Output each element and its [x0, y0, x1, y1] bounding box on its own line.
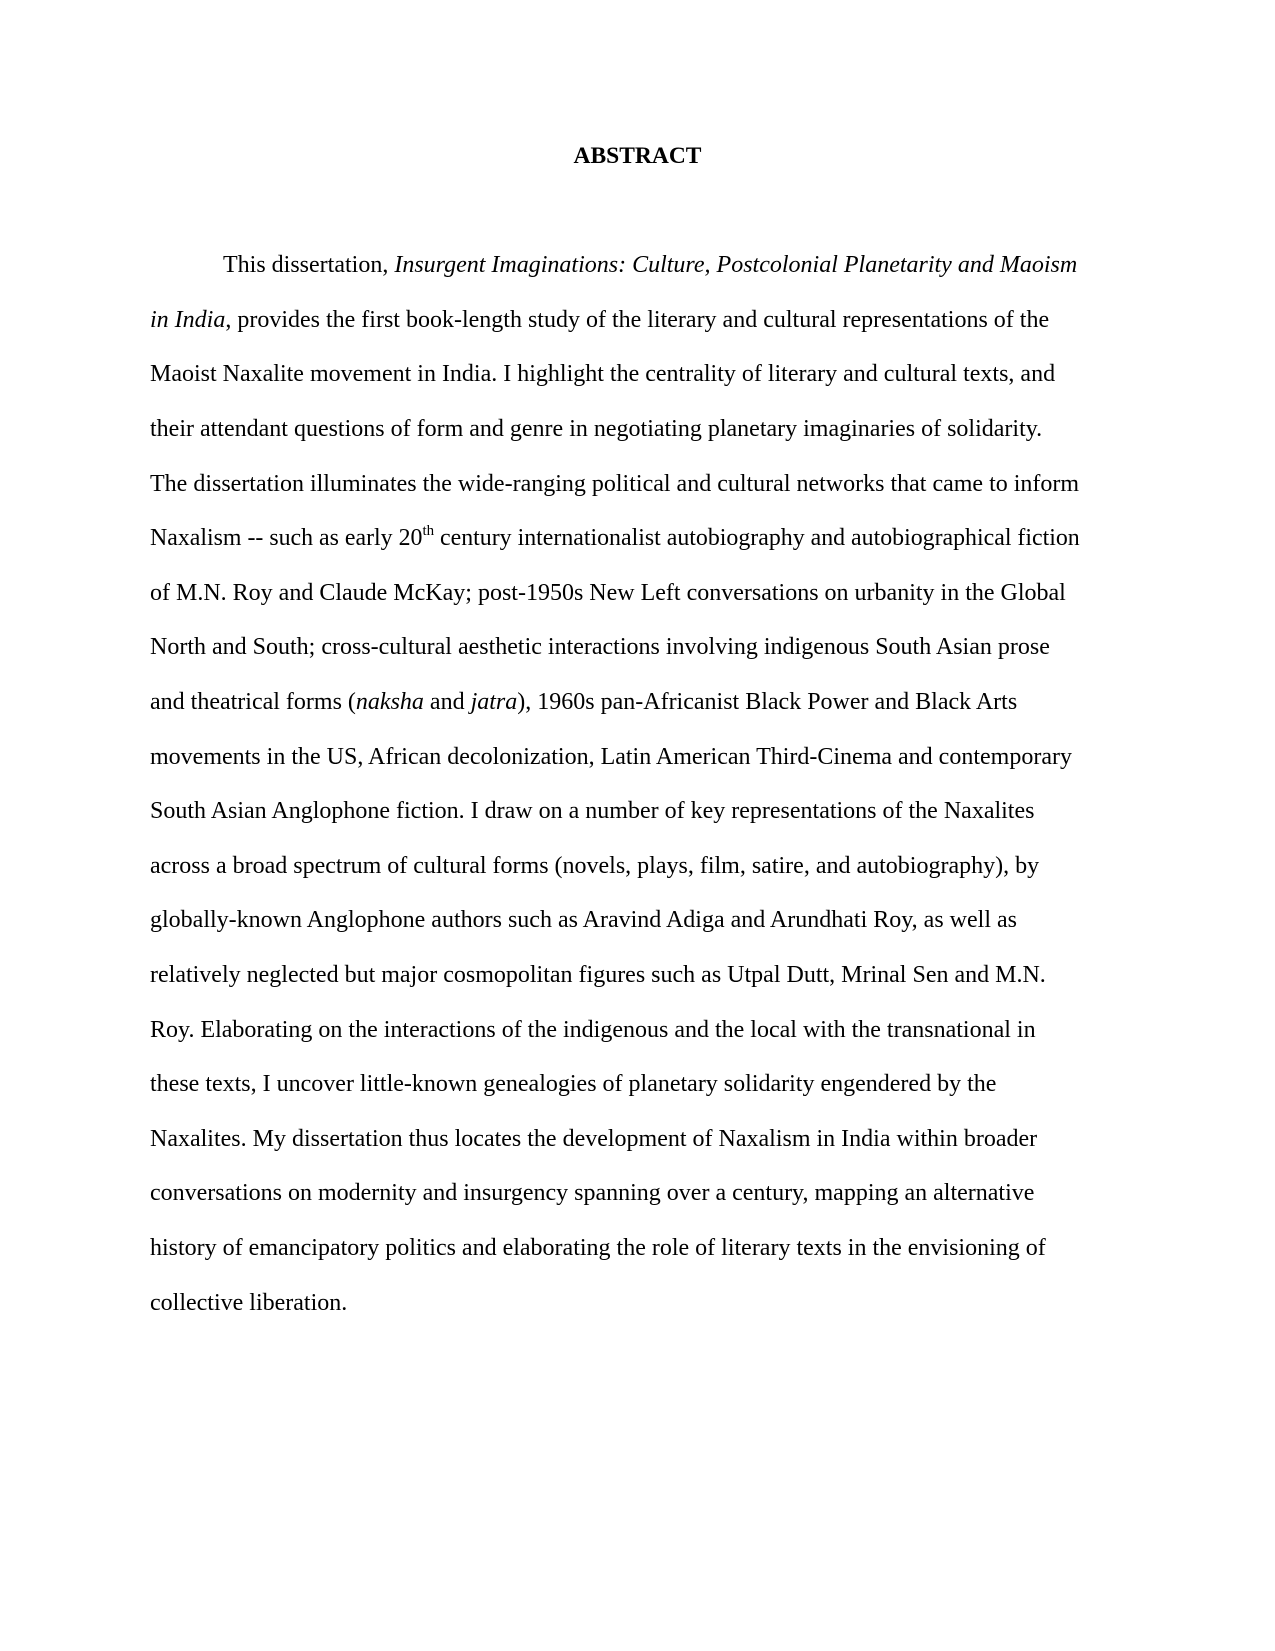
paragraph-line: Naxalites. My dissertation thus locates the development of Naxalism in India within broader	[150, 1126, 1038, 1152]
paragraph-line: collective liberation.	[150, 1290, 348, 1316]
paragraph-line: across a broad spectrum of cultural forms (novels, plays, film, satire, and autobiography), by	[150, 853, 1040, 879]
paragraph-line: their attendant questions of form and genre in negotiating planetary imaginaries of solidarity.	[150, 416, 1043, 442]
paragraph-line: Roy. Elaborating on the interactions of the indigenous and the local with the transnational in	[150, 1017, 1036, 1043]
paragraph-line: in India, provides the first book-length study of the literary and cultural representations of the	[150, 307, 1050, 333]
paragraph-line: relatively neglected but major cosmopolitan figures such as Utpal Dutt, Mrinal Sen and M.N.	[150, 962, 1046, 988]
paragraph-line: Naxalism -- such as early 20th century internationalist autobiography and autobiographical fiction	[150, 523, 1080, 551]
paragraph-line: and theatrical forms (naksha and jatra), 1960s pan-Africanist Black Power and Black Arts	[150, 689, 1018, 715]
paragraph-line: of M.N. Roy and Claude McKay; post-1950s New Left conversations on urbanity in the Global	[150, 580, 1066, 606]
abstract-heading: ABSTRACT	[573, 143, 702, 169]
paragraph-line: South Asian Anglophone fiction. I draw on a number of key representations of the Naxalites	[150, 798, 1035, 824]
paragraph-line: history of emancipatory politics and elaborating the role of literary texts in the envisioning of	[150, 1235, 1046, 1261]
paragraph-line: Maoist Naxalite movement in India. I highlight the centrality of literary and cultural texts, and	[150, 361, 1056, 387]
paragraph-line: movements in the US, African decolonization, Latin American Third-Cinema and contemporary	[150, 744, 1072, 770]
paragraph-line: conversations on modernity and insurgency spanning over a century, mapping an alternative	[150, 1180, 1035, 1206]
paragraph-line: globally-known Anglophone authors such as Aravind Adiga and Arundhati Roy, as well as	[150, 907, 1017, 933]
paragraph-line: This dissertation, Insurgent Imaginations: Culture, Postcolonial Planetarity and Maoism	[223, 252, 1078, 278]
paragraph-line: The dissertation illuminates the wide-ranging political and cultural networks that came to inform	[150, 471, 1080, 497]
paragraph-line: these texts, I uncover little-known genealogies of planetary solidarity engendered by the	[150, 1071, 997, 1097]
paragraph-line: North and South; cross-cultural aesthetic interactions involving indigenous South Asian prose	[150, 634, 1050, 660]
